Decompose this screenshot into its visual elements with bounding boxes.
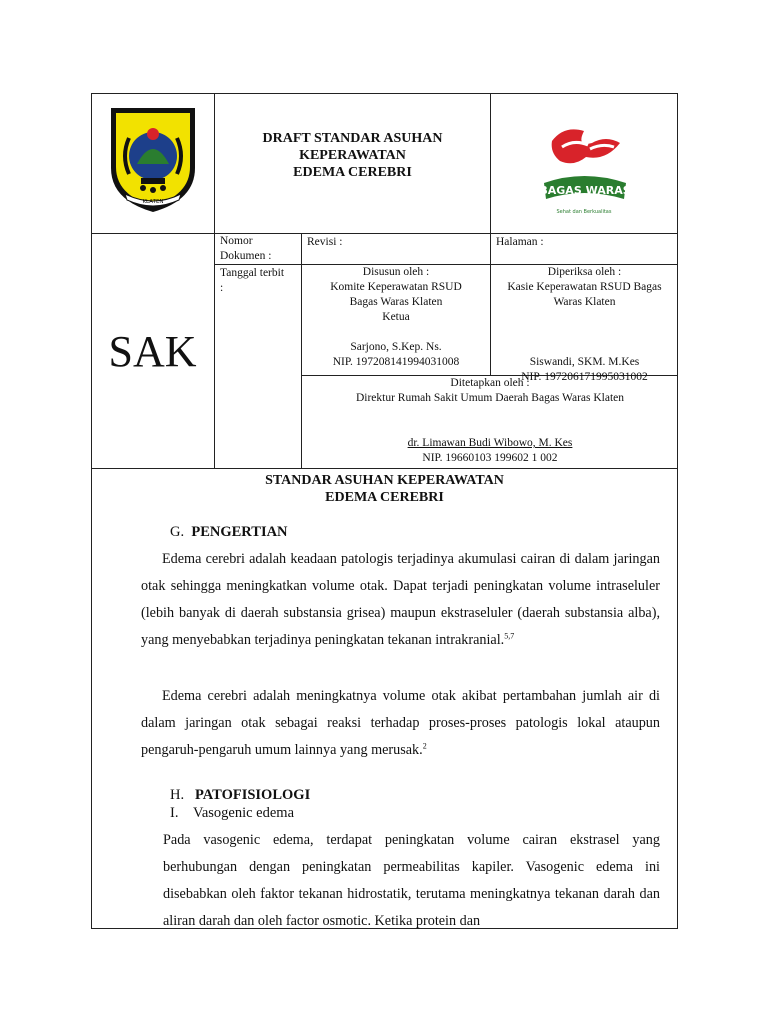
- diperiksa-name: Siswandi, SKM. M.Kes: [529, 356, 640, 368]
- disusun-name: Sarjono, S.Kep. Ns.: [350, 341, 442, 353]
- paragraph: [163, 827, 660, 929]
- subsection-heading-i: [170, 805, 294, 822]
- revisi-label: Revisi :: [307, 236, 343, 248]
- disusun-label: Disusun oleh :: [362, 266, 430, 278]
- subsection-marker: I.: [170, 805, 179, 821]
- section-heading: PENGERTIAN: [191, 524, 288, 540]
- section-heading-g: [170, 524, 288, 541]
- content-title-line: EDEMA CEREBRI: [325, 490, 444, 505]
- nomor-dokumen-label: Nomor Dokumen :: [220, 235, 272, 262]
- content-title: [91, 472, 678, 506]
- tanggal-terbit-label: Tanggal terbit :: [220, 267, 285, 294]
- klaten-crest-text: KLATEN: [142, 199, 164, 205]
- diperiksa-block: [491, 265, 678, 385]
- disusun-org: Komite Keperawatan RSUD Bagas Waras Klaten: [330, 281, 462, 308]
- subsection-heading: Vasogenic edema: [192, 805, 295, 821]
- klaten-crest-logo: [107, 104, 199, 216]
- ditetapkan-block: [302, 376, 678, 466]
- bagas-waras-tagline: Sehat dan Berkualitas: [556, 209, 612, 215]
- paragraph: [141, 683, 660, 764]
- paragraph: [141, 546, 660, 654]
- halaman-label: Halaman :: [496, 236, 544, 248]
- document-title-line: KEPERAWATAN: [299, 148, 406, 163]
- divider: [91, 233, 678, 234]
- diperiksa-label: Diperiksa oleh :: [547, 266, 622, 278]
- sak-label: SAK: [108, 327, 197, 376]
- disusun-nip: NIP. 197208141994031008: [332, 356, 460, 368]
- document-title-line: DRAFT STANDAR ASUHAN: [262, 131, 443, 146]
- content-title-line: STANDAR ASUHAN KEPERAWATAN: [265, 473, 504, 488]
- disusun-block: [302, 265, 490, 370]
- document-title-line: EDEMA CEREBRI: [293, 165, 412, 180]
- reference-marker: 5,7: [504, 631, 515, 641]
- document-title: [215, 130, 490, 181]
- paragraph-text: Edema cerebri adalah keadaan patologis terjadinya akumulasi cairan di dalam jaringan otak sehingga meningkatkan volume otak. Dapat terjadi peningkatan volume intraseluler (lebih banyak di daerah substansia grisea) maupun ekstraseluler (daerah substansia alba), yang menyebabkan terjadinya peningkatan tekanan intrakranial.: [141, 551, 660, 648]
- reference-marker: 2: [422, 741, 427, 751]
- ditetapkan-org: Direktur Rumah Sakit Umum Daerah Bagas Waras Klaten: [355, 392, 625, 404]
- divider: [91, 468, 678, 469]
- diperiksa-nip: NIP. 197206171995031002: [521, 371, 648, 383]
- ditetapkan-name: dr. Limawan Budi Wibowo, M. Kes: [407, 437, 573, 449]
- disusun-role: Ketua: [382, 311, 410, 323]
- bagas-waras-logo: [534, 121, 634, 223]
- section-heading-h: [170, 787, 310, 804]
- ditetapkan-nip: NIP. 19660103 199602 1 002: [422, 452, 558, 464]
- bagas-waras-text: BAGAS WARAS: [539, 184, 631, 197]
- paragraph-text: Pada vasogenic edema, terdapat peningkatan volume cairan ekstrasel yang berhubungan dengan peningkatan permeabilitas kapiler. Vasogenic edema ini disebabkan oleh faktor tekanan hidrostatik, terutama meningkatnya tekanan darah dan aliran darah dan oleh factor osmotic. Ketika protein dan: [163, 832, 660, 929]
- diperiksa-org: Kasie Keperawatan RSUD Bagas Waras Klaten: [507, 281, 662, 308]
- section-heading: PATOFISIOLOGI: [194, 787, 311, 803]
- section-marker: H.: [170, 787, 185, 803]
- ditetapkan-label: Ditetapkan oleh :: [450, 377, 530, 389]
- section-marker: G.: [170, 524, 185, 540]
- paragraph-text: Edema cerebri adalah meningkatnya volume otak akibat pertambahan jumlah air di dalam jaringan otak sebagai reaksi terhadap proses-proses patologis lokal ataupun pengaruh-pengaruh umum lainnya yang merusak.: [141, 688, 660, 758]
